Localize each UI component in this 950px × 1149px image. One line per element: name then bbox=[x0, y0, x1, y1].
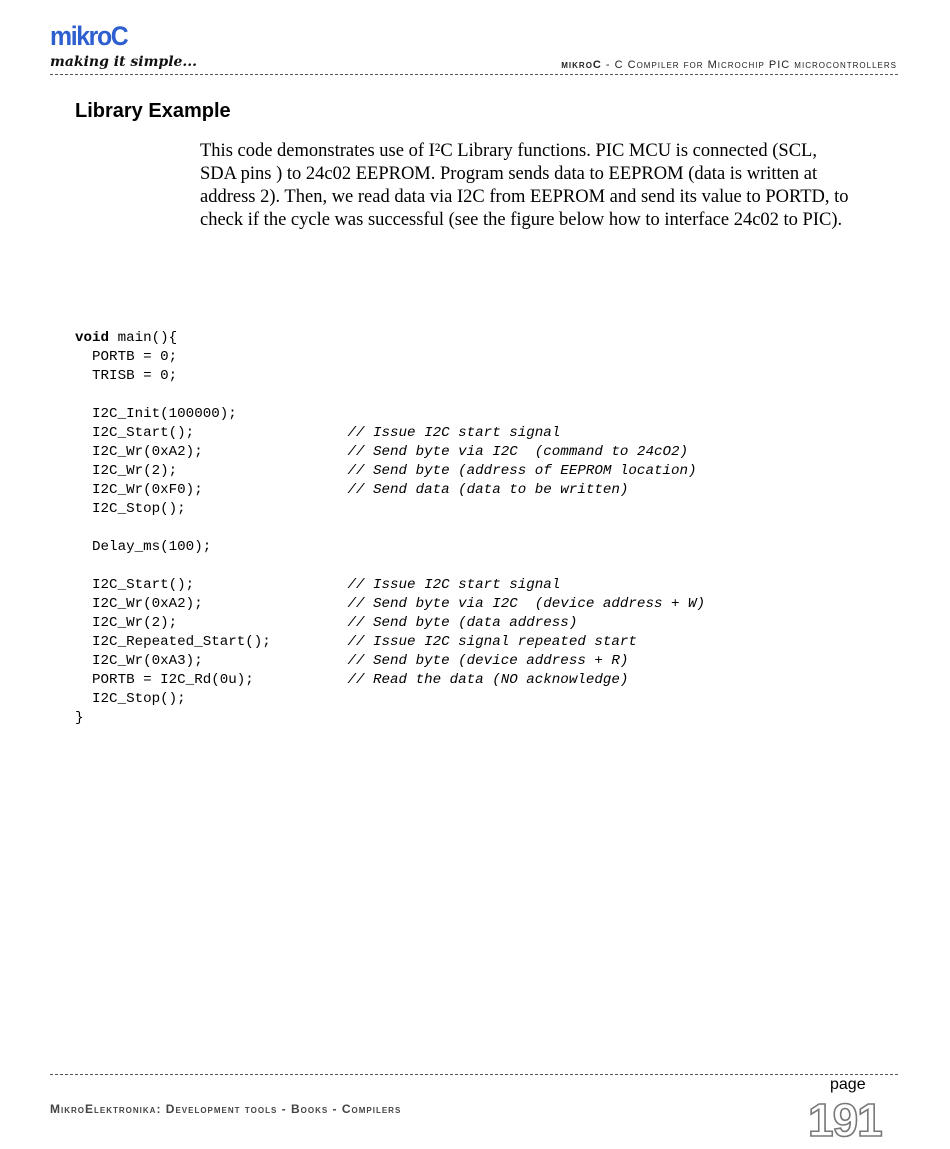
code-keyword: void bbox=[75, 330, 110, 346]
code-text: PORTB = I2C_Rd(0u); bbox=[75, 672, 348, 688]
code-line bbox=[75, 386, 705, 405]
code-comment: // Send byte via I2C (command to 24cO2) bbox=[347, 444, 689, 460]
page-number: 191 bbox=[808, 1094, 882, 1146]
page-label: page bbox=[830, 1076, 866, 1093]
code-text: I2C_Wr(2); bbox=[75, 463, 348, 479]
code-text: I2C_Wr(0xA2); bbox=[75, 596, 348, 612]
mikroc-logo: mikroC bbox=[50, 21, 128, 51]
footer-title: MikroElektronika: Development tools - Books - Compilers bbox=[50, 1102, 402, 1116]
code-text: Delay_ms(100); bbox=[75, 539, 212, 555]
code-text: I2C_Wr(2); bbox=[75, 615, 348, 631]
code-line bbox=[75, 424, 705, 443]
code-line bbox=[75, 329, 705, 348]
header-title-brand: mikroC bbox=[561, 59, 602, 71]
code-line bbox=[75, 405, 705, 424]
header-title bbox=[561, 58, 897, 72]
code-line bbox=[75, 443, 705, 462]
code-line bbox=[75, 500, 705, 519]
code-line bbox=[75, 652, 705, 671]
code-line bbox=[75, 557, 705, 576]
code-line bbox=[75, 538, 705, 557]
code-comment: // Issue I2C signal repeated start bbox=[347, 634, 637, 650]
code-text: TRISB = 0; bbox=[75, 368, 178, 384]
code-comment: // Issue I2C start signal bbox=[347, 425, 561, 441]
code-text: I2C_Repeated_Start(); bbox=[75, 634, 348, 650]
code-text: I2C_Start(); bbox=[75, 577, 348, 593]
code-line bbox=[75, 519, 705, 538]
code-text: I2C_Wr(0xA2); bbox=[75, 444, 348, 460]
code-text: } bbox=[75, 710, 84, 726]
code-comment: // Send byte (address of EEPROM location) bbox=[347, 463, 697, 479]
code-line bbox=[75, 595, 705, 614]
code-line bbox=[75, 481, 705, 500]
code-comment: // Send data (data to be written) bbox=[347, 482, 629, 498]
code-line bbox=[75, 690, 705, 709]
footer-divider bbox=[50, 1074, 898, 1075]
code-text: I2C_Start(); bbox=[75, 425, 348, 441]
code-line bbox=[75, 709, 705, 728]
code-text: I2C_Wr(0xF0); bbox=[75, 482, 348, 498]
code-text: I2C_Stop(); bbox=[75, 691, 186, 707]
code-line bbox=[75, 576, 705, 595]
code-comment: // Issue I2C start signal bbox=[347, 577, 561, 593]
header-divider bbox=[50, 74, 898, 75]
code-comment: // Send byte via I2C (device address + W) bbox=[347, 596, 706, 612]
intro-paragraph: This code demonstrates use of I²C Library functions. PIC MCU is connected (SCL, SDA pins ) to 24c02 EEPROM. Program sends data to EEPROM (data is written at address 2). Then, we read data via I2C from EEPROM and send its value to PORTD, to check if the cycle was successful (see the figure below how to interface 24c02 to PIC). bbox=[200, 141, 849, 230]
code-line bbox=[75, 671, 705, 690]
header-title-rest: - C Compiler for Microchip PIC microcontrollers bbox=[601, 59, 897, 71]
code-comment: // Send byte (data address) bbox=[347, 615, 578, 631]
code-comment: // Send byte (device address + R) bbox=[347, 653, 629, 669]
code-comment: // Read the data (NO acknowledge) bbox=[347, 672, 629, 688]
code-text: I2C_Wr(0xA3); bbox=[75, 653, 348, 669]
section-heading: Library Example bbox=[75, 100, 231, 122]
code-line bbox=[75, 367, 705, 386]
code-text: PORTB = 0; bbox=[75, 349, 178, 365]
code-line bbox=[75, 614, 705, 633]
code-text: I2C_Init(100000); bbox=[75, 406, 237, 422]
code-line bbox=[75, 462, 705, 481]
code-line bbox=[75, 348, 705, 367]
code-text: I2C_Stop(); bbox=[75, 501, 186, 517]
logo-tagline: making it simple... bbox=[50, 54, 198, 70]
code-block bbox=[75, 329, 705, 728]
code-line bbox=[75, 633, 705, 652]
code-text: main(){ bbox=[109, 330, 178, 346]
